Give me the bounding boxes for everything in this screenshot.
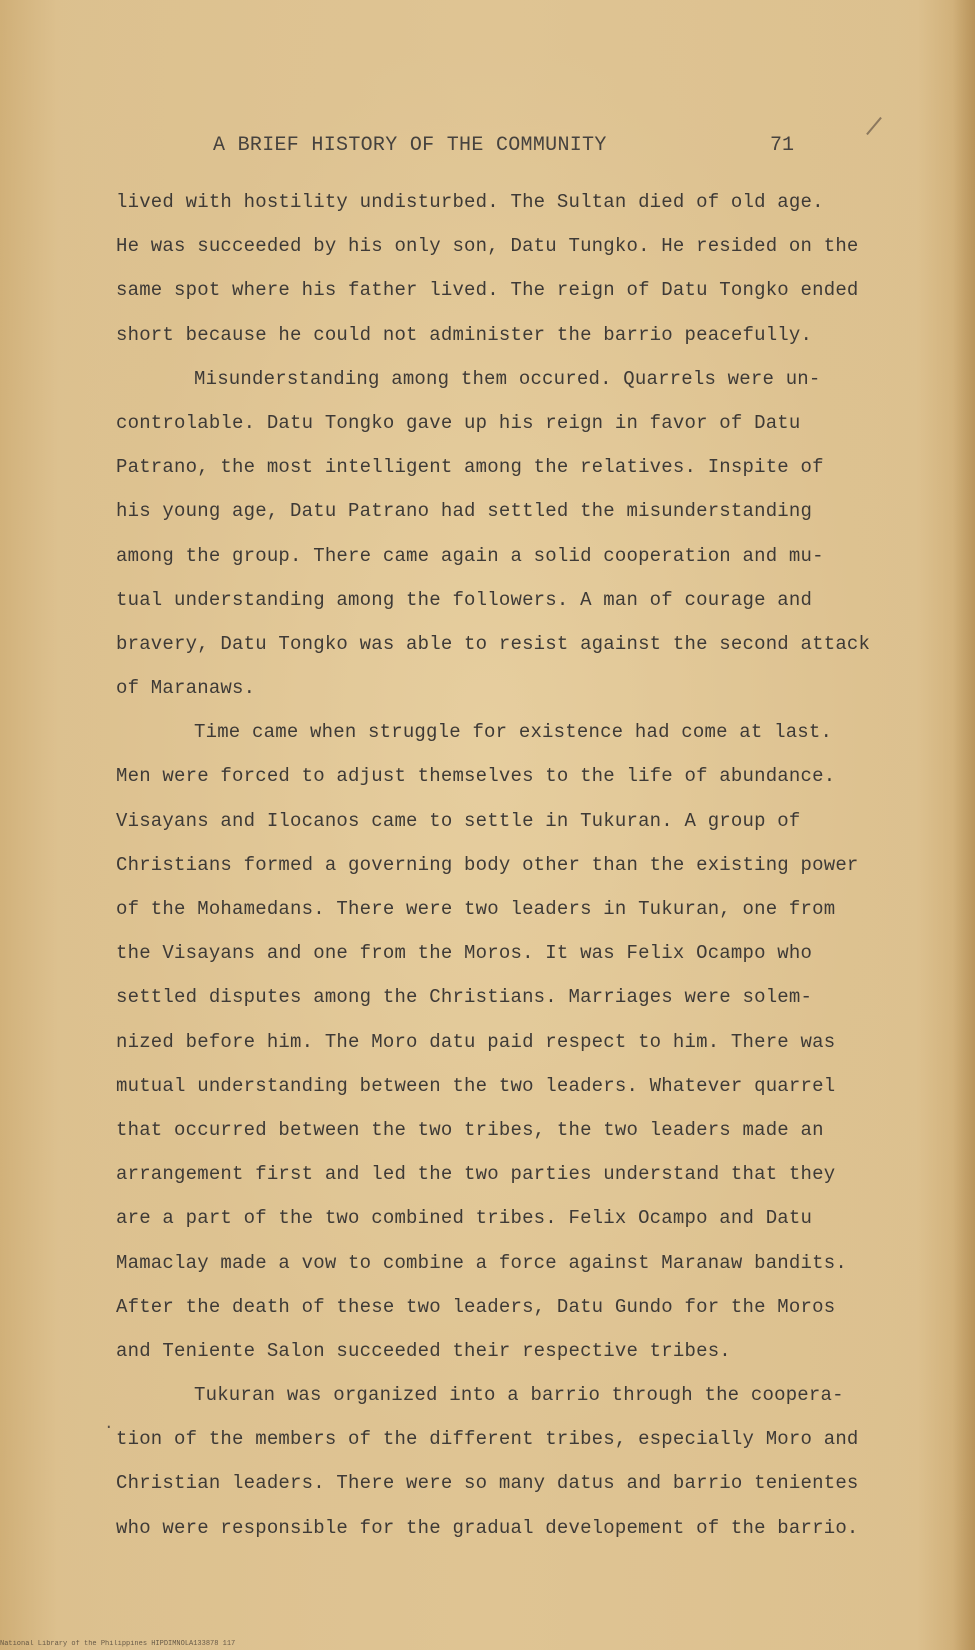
text-line: his young age, Datu Patrano had settled the misunderstanding <box>116 500 813 523</box>
paragraph-start: Tukuran was organized into a barrio through the coopera- <box>194 1384 844 1407</box>
paragraph-start: Time came when struggle for existence had come at last. <box>194 721 833 744</box>
text-line: Mamaclay made a vow to combine a force against Maranaw bandits. <box>116 1251 847 1274</box>
text-line: are a part of the two combined tribes. Felix Ocampo and Datu <box>116 1207 813 1230</box>
text-line: Men were forced to adjust themselves to the life of abundance. <box>116 765 836 788</box>
text-line: Christian leaders. There were so many datus and barrio tenientes <box>116 1472 859 1495</box>
text-line: tion of the members of the different tribes, especially Moro and <box>116 1428 859 1451</box>
text-line: of the Mohamedans. There were two leaders in Tukuran, one from <box>116 898 836 920</box>
text-line: mutual understanding between the two leaders. Whatever quarrel <box>116 1074 836 1097</box>
text-line: of Maranaws. <box>116 677 256 700</box>
text-line: and Teniente Salon succeeded their respective tribes. <box>116 1339 731 1362</box>
text-line: arrangement first and led the two parties understand that they <box>116 1163 836 1186</box>
chapter-title: A BRIEF HISTORY OF THE COMMUNITY <box>213 134 607 157</box>
text-line: tual understanding among the followers. A man of courage and <box>116 588 813 611</box>
page-number: 71 <box>770 134 795 157</box>
text-line: Patrano, the most intelligent among the relatives. Inspite of <box>116 456 824 479</box>
body-text <box>116 180 871 1550</box>
text-line: who were responsible for the gradual developement of the barrio. <box>116 1516 859 1539</box>
text-line: settled disputes among the Christians. Marriages were solem- <box>116 986 813 1009</box>
text-line: same spot where his father lived. The reign of Datu Tongko ended <box>116 279 859 302</box>
text-line: After the death of these two leaders, Datu Gundo for the Moros <box>116 1295 836 1318</box>
page-header <box>0 134 975 164</box>
text-line: Christians formed a governing body other than the existing power <box>116 853 859 876</box>
archive-footer: National Library of the Philippines HIPDIMNOLA133878 117 <box>0 1640 236 1648</box>
pencil-mark <box>866 117 882 135</box>
paragraph-start: Misunderstanding among them occured. Quarrels were un- <box>194 367 821 390</box>
text-line: Visayans and Ilocanos came to settle in Tukuran. A group of <box>116 809 801 832</box>
text-line: lived with hostility undisturbed. The Sultan died of old age. <box>116 191 824 213</box>
text-line: among the group. There came again a solid cooperation and mu- <box>116 544 824 567</box>
text-line: nized before him. The Moro datu paid respect to him. There was <box>116 1030 836 1053</box>
text-line: He was succeeded by his only son, Datu Tungko. He resided on the <box>116 235 859 258</box>
text-line: that occurred between the two tribes, the two leaders made an <box>116 1118 824 1141</box>
text-line: the Visayans and one from the Moros. It was Felix Ocampo who <box>116 942 813 965</box>
text-line: short because he could not administer the barrio peacefully. <box>116 323 813 346</box>
text-line: controlable. Datu Tongko gave up his reign in favor of Datu <box>116 411 801 434</box>
margin-dot: · <box>104 1418 114 1436</box>
text-line: bravery, Datu Tongko was able to resist against the second attack <box>116 632 871 655</box>
